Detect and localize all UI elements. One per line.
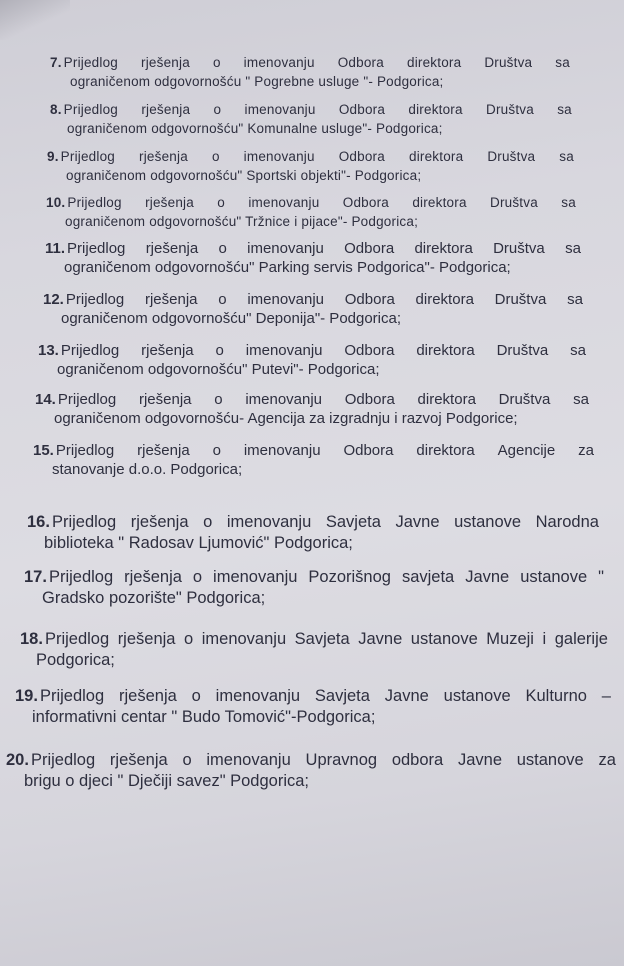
item-continuation: stanovanje d.o.o. Podgorica;: [52, 461, 243, 478]
item-continuation: ograničenom odgovornošću" Sportski objekti"- Podgorica;: [66, 168, 422, 183]
item-first-line: 7. Prijedlog rješenja o imenovanju Odbora direktora Društva sa: [50, 55, 570, 70]
item-number: 7.: [50, 55, 62, 70]
item-first-line: 9. Prijedlog rješenja o imenovanju Odbora direktora Društva sa: [47, 149, 574, 164]
item-first-line: 12. Prijedlog rješenja o imenovanju Odbora direktora Društva sa: [43, 291, 583, 308]
item-continuation: ograničenom odgovornošću- Agencija za izgradnju i razvoj Podgorice;: [54, 410, 518, 427]
list-item: [38, 341, 586, 379]
item-first-line: 14. Prijedlog rješenja o imenovanju Odbora direktora Društva sa: [35, 391, 589, 408]
list-item: [50, 100, 572, 138]
item-first-line: 16. Prijedlog rješenja o imenovanju Savjeta Javne ustanove Narodna: [27, 513, 599, 531]
item-number: 17.: [24, 568, 47, 586]
item-first-line: 10. Prijedlog rješenja o imenovanju Odbora direktora Društva sa: [46, 195, 576, 210]
item-first-line: 8. Prijedlog rješenja o imenovanju Odbora direktora Društva sa: [50, 102, 572, 117]
item-continuation: Podgorica;: [36, 651, 115, 669]
item-number: 10.: [46, 195, 66, 210]
list-item: [50, 53, 570, 91]
list-item: [46, 193, 576, 231]
item-number: 12.: [43, 291, 64, 308]
item-first-line: 11. Prijedlog rješenja o imenovanju Odbora direktora Društva sa: [45, 240, 581, 257]
item-continuation: ograničenom odgovornošću" Putevi"- Podgorica;: [57, 361, 380, 378]
item-number: 20.: [6, 751, 29, 769]
item-number: 16.: [27, 513, 50, 531]
list-item: [27, 512, 599, 554]
list-item: [43, 290, 583, 328]
item-number: 11.: [45, 240, 66, 257]
list-item: [6, 750, 616, 792]
item-number: 14.: [35, 391, 56, 408]
item-number: 18.: [20, 630, 43, 648]
list-item: [45, 239, 581, 277]
list-item: [20, 629, 608, 671]
item-number: 15.: [33, 442, 54, 459]
item-first-line: 20. Prijedlog rješenja o imenovanju Upravnog odbora Javne ustanove za: [6, 751, 616, 769]
item-continuation: informativni centar " Budo Tomović"-Podgorica;: [32, 708, 376, 726]
item-first-line: 15. Prijedlog rješenja o imenovanju Odbora direktora Agencije za: [33, 442, 594, 459]
item-first-line: 19. Prijedlog rješenja o imenovanju Savjeta Javne ustanove Kulturno –: [15, 687, 611, 705]
list-item: [33, 441, 594, 479]
item-first-line: 17. Prijedlog rješenja o imenovanju Pozorišnog savjeta Javne ustanove ": [24, 568, 604, 586]
item-continuation: Gradsko pozorište" Podgorica;: [42, 589, 266, 607]
item-continuation: ograničenom odgovornošću" Tržnice i pijace"- Podgorica;: [65, 214, 419, 229]
item-continuation: brigu o djeci " Dječiji savez" Podgorica;: [24, 772, 310, 790]
list-item: [15, 686, 611, 728]
item-continuation: biblioteka " Radosav Ljumović" Podgorica;: [44, 534, 353, 552]
item-continuation: ograničenom odgovornošću " Pogrebne usluge "- Podgorica;: [70, 74, 444, 89]
list-item: [35, 390, 589, 428]
item-continuation: ograničenom odgovornošću" Parking servis Podgorica"- Podgorica;: [64, 259, 511, 276]
item-continuation: ograničenom odgovornošću" Deponija"- Podgorica;: [61, 310, 402, 327]
item-number: 8.: [50, 102, 62, 117]
item-number: 19.: [15, 687, 38, 705]
item-number: 13.: [38, 342, 59, 359]
list-item: [24, 567, 604, 609]
item-first-line: 13. Prijedlog rješenja o imenovanju Odbora direktora Društva sa: [38, 342, 586, 359]
item-first-line: 18. Prijedlog rješenja o imenovanju Savjeta Javne ustanove Muzeji i galerije: [20, 630, 608, 648]
list-item: [47, 147, 574, 185]
item-continuation: ograničenom odgovornošću" Komunalne usluge"- Podgorica;: [67, 121, 443, 136]
item-number: 9.: [47, 149, 59, 164]
